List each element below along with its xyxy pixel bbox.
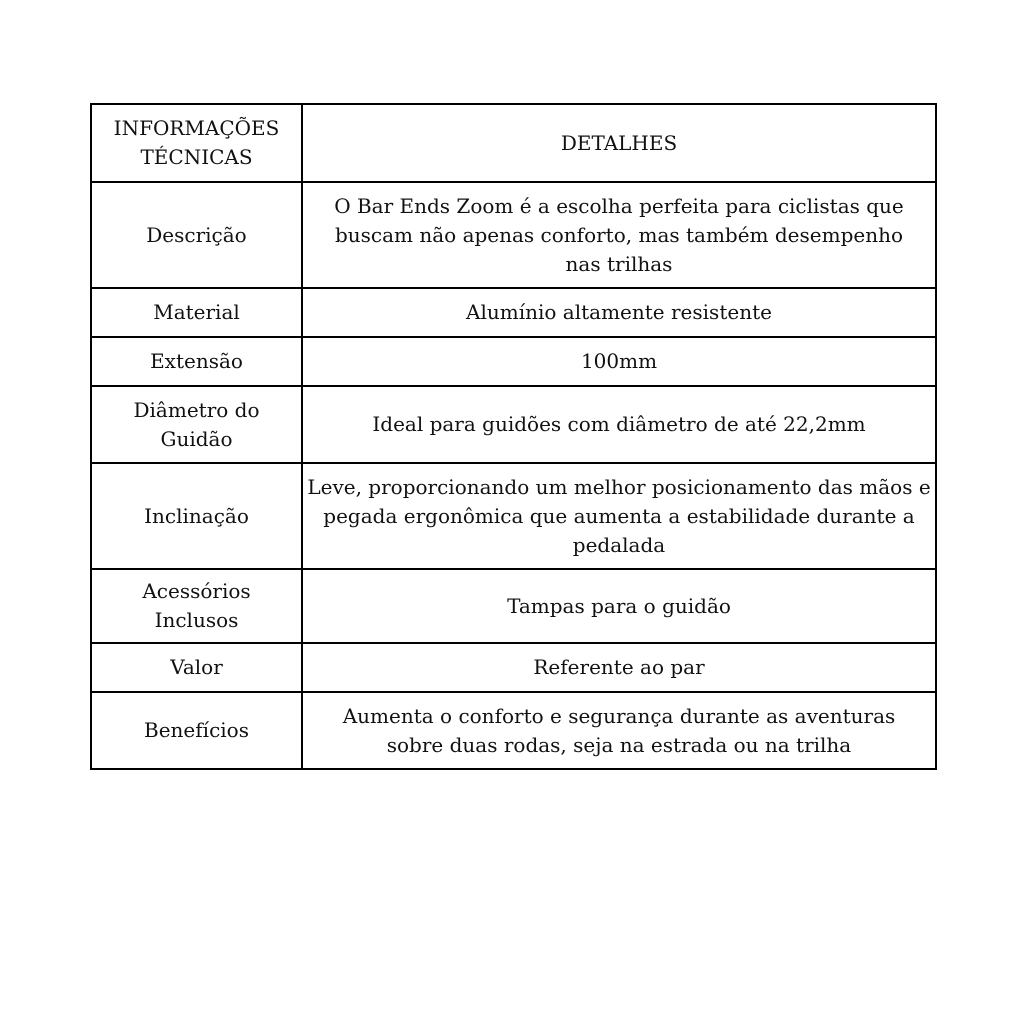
row-value: Ideal para guidões com diâmetro de até 22,2mm — [302, 386, 936, 463]
table-row — [91, 643, 936, 692]
table-row — [91, 182, 936, 288]
table-row — [91, 386, 936, 463]
row-value: 100mm — [302, 337, 936, 386]
table-row — [91, 288, 936, 337]
row-value: Alumínio altamente resistente — [302, 288, 936, 337]
row-value: Referente ao par — [302, 643, 936, 692]
table-row — [91, 337, 936, 386]
table-row — [91, 692, 936, 769]
row-value: Leve, proporcionando um melhor posicionamento das mãos e pegada ergonômica que aumenta a estabilidade durante a pedalada — [302, 463, 936, 569]
row-label: Benefícios — [91, 692, 302, 769]
row-label: Descrição — [91, 182, 302, 288]
row-label: Extensão — [91, 337, 302, 386]
spec-table — [90, 103, 937, 770]
table-row — [91, 569, 936, 643]
row-value: O Bar Ends Zoom é a escolha perfeita para ciclistas que buscam não apenas conforto, mas também desempenho nas trilhas — [302, 182, 936, 288]
table-header-row — [91, 104, 936, 182]
row-label: Valor — [91, 643, 302, 692]
row-label: Inclinação — [91, 463, 302, 569]
table-row — [91, 463, 936, 569]
row-label: Acessórios Inclusos — [91, 569, 302, 643]
row-label: Material — [91, 288, 302, 337]
header-details: DETALHES — [302, 104, 936, 182]
header-info: INFORMAÇÕES TÉCNICAS — [91, 104, 302, 182]
row-value: Aumenta o conforto e segurança durante as aventuras sobre duas rodas, seja na estrada ou na trilha — [302, 692, 936, 769]
row-label: Diâmetro do Guidão — [91, 386, 302, 463]
row-value: Tampas para o guidão — [302, 569, 936, 643]
